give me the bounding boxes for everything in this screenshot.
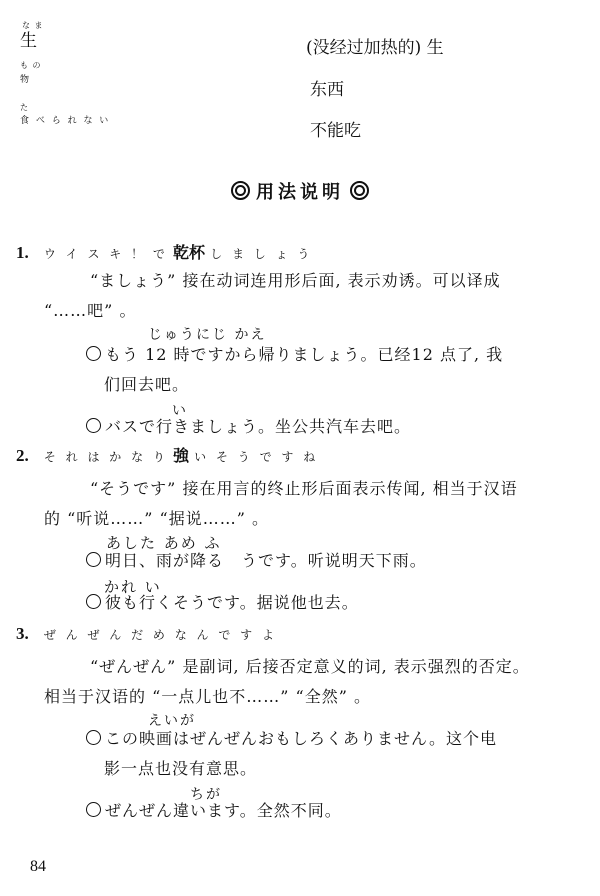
example-text: 明日、雨が降る うです。听说明天下雨。 [105, 551, 427, 570]
page-number: 84 [30, 858, 46, 875]
example-2-2 [86, 590, 359, 613]
point-number: 2. [16, 446, 29, 465]
furigana: ちが [190, 787, 222, 803]
circle-bullet-icon [86, 802, 101, 817]
example-3-1 [86, 726, 497, 749]
point-1-heading [16, 240, 312, 263]
vocab-mono-kanji: 物 [20, 75, 31, 85]
example-text: この映画はぜんぜんおもしろくありません。这个电 [105, 729, 497, 748]
point-title-pre: ぜ ん ぜ ん だ め な ん で す よ [43, 628, 277, 642]
example-text: もう 12 時ですから帰りましょう。已经12 点了, 我 [105, 345, 504, 364]
furigana-nama: な ま [22, 21, 44, 30]
point-title-post: い そ う で す ね [194, 450, 319, 464]
gloss-line-1: (没经过加热的) 生 [306, 38, 444, 58]
furigana: あした あめ ふ [106, 534, 222, 552]
double-circle-icon [350, 181, 369, 200]
point-3-heading [16, 624, 277, 644]
example-3-1-cont: 影一点也没有意思。 [104, 759, 258, 778]
example-text: 彼も行くそうです。据说他也去。 [105, 593, 359, 612]
double-circle-icon [231, 181, 250, 200]
example-1-1 [86, 342, 503, 365]
furigana: えいが [148, 713, 196, 729]
point-1-body-line-2: “……吧” 。 [44, 301, 137, 320]
section-title: 用法说明 [256, 182, 344, 203]
example-2-1 [86, 548, 427, 571]
gloss-line-2: 东西 [310, 80, 344, 100]
gloss-line-3: 不能吃 [310, 121, 361, 141]
example-text: ぜんぜん違います。全然不同。 [105, 801, 342, 820]
vocab-word-nama: 生 [20, 31, 37, 51]
point-3-body-line-2: 相当于汉语的 “一点儿也不……” “全然” 。 [44, 687, 371, 706]
example-text: バスで行きましょう。坐公共汽车去吧。 [105, 417, 412, 436]
section-heading [0, 178, 600, 204]
example-1-1-cont: 们回去吧。 [104, 375, 190, 394]
point-2-heading [16, 443, 318, 466]
furigana-mono: も の [20, 61, 42, 70]
point-3-body-line-1: “ぜんぜん” 是副词, 后接否定意义的词, 表示强烈的否定。 [90, 657, 530, 676]
point-title-pre: ウ イ ス キ ！ で [43, 247, 168, 261]
point-2-body-line-1: “そうです” 接在用言的终止形后面表示传闻, 相当于汉语 [90, 479, 518, 498]
point-title-post: し ま し ょ う [210, 247, 313, 261]
vocab-taberarenai: 食 べ ら れ な い [20, 116, 111, 126]
furigana: い [172, 403, 188, 419]
furigana: じゅうにじ かえ [148, 327, 267, 343]
furigana: かれ い [104, 578, 162, 596]
point-1-body-line-1: “ましょう” 接在动词连用形后面, 表示劝诱。可以译成 [90, 271, 501, 290]
circle-bullet-icon [86, 552, 101, 567]
circle-bullet-icon [86, 418, 101, 433]
circle-bullet-icon [86, 730, 101, 745]
circle-bullet-icon [86, 594, 101, 609]
point-number: 3. [16, 624, 29, 643]
point-number: 1. [16, 243, 29, 262]
point-title-bold: 強 [173, 446, 190, 465]
furigana-ta: た [20, 103, 29, 112]
point-title-pre: そ れ は か な り [43, 450, 168, 464]
example-3-2 [86, 798, 342, 821]
example-1-2 [86, 414, 411, 437]
point-title-bold: 乾杯 [173, 243, 206, 262]
circle-bullet-icon [86, 346, 101, 361]
point-2-body-line-2: 的 “听说……” “据说……” 。 [44, 509, 269, 528]
